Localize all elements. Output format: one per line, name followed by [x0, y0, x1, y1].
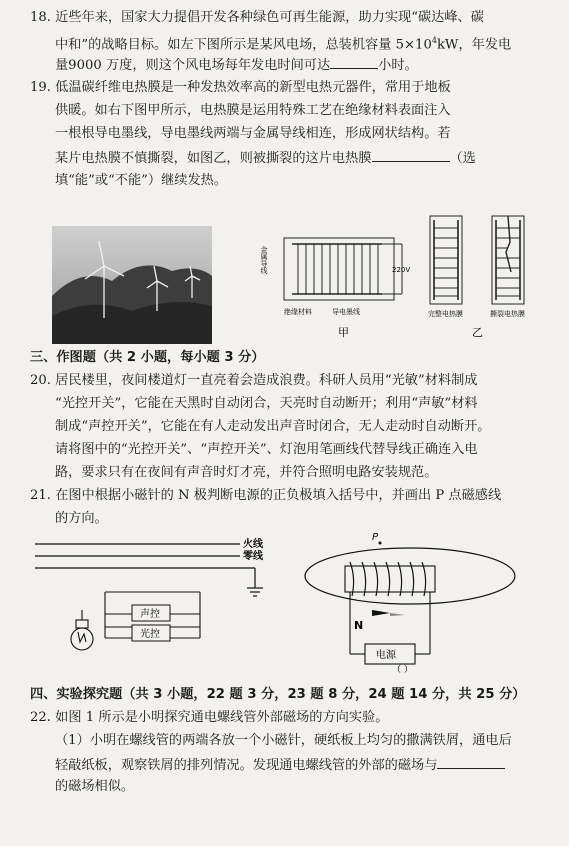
q22-line4: 的磁场相似。 — [55, 779, 135, 794]
lighting-circuit-figure — [30, 532, 280, 672]
film-torn — [492, 216, 524, 304]
label-n-pole: N — [354, 619, 364, 632]
heating-film-figure — [262, 212, 552, 344]
q21-line2: 的方向。 — [55, 511, 108, 526]
film-intact — [430, 216, 462, 304]
light-bulb-icon[interactable] — [71, 610, 93, 650]
q20-line5: 路，要求只有在夜间有声音时灯才亮，并符合照明电路安装规范。 — [55, 465, 438, 480]
label-film-torn: 撕裂电热膜 — [490, 310, 525, 318]
label-live: 火线 — [243, 539, 263, 550]
section3-title: 三、作图题（共 2 小题，每小题 3 分） — [30, 350, 265, 365]
q18-line3-text: 量9000 万度，则这个风电场每年发电时间可达 — [55, 58, 331, 73]
q19-line1: 19. 低温碳纤维电热膜是一种发热效率高的新型电热元器件，常用于地板 — [30, 80, 451, 95]
q19-line4 — [55, 149, 476, 167]
q22-line3-text: 轻敲纸板，观察铁屑的排列情况。发现通电螺线管的外部的磁场与 — [55, 758, 438, 773]
compass-needle-icon — [372, 610, 405, 616]
light-switch-label: 光控 — [140, 629, 160, 640]
label-yi: 乙 — [472, 326, 483, 339]
q18-line2 — [55, 33, 511, 53]
wind-farm-photo — [52, 226, 212, 344]
q18-line2-unit: kW，年发电 — [436, 37, 512, 53]
label-ink-line: 导电墨线 — [332, 308, 360, 316]
q18-line2-text: 中和”的战略目标。如左下图所示是某风电场，总装机容量 5×10 — [55, 37, 432, 53]
section4-title: 四、实验探究题（共 3 小题，22 题 3 分，23 题 8 分，24 题 14 分，共 25 分） — [30, 687, 526, 702]
q18-line3 — [55, 56, 418, 74]
q22-answer-blank[interactable] — [437, 756, 505, 769]
label-voltage: 220V — [392, 266, 411, 274]
label-neutral: 零线 — [243, 551, 263, 562]
q19-line4-end: （选 — [449, 151, 476, 166]
label-point-p: P — [372, 532, 379, 543]
q22-line1: 22. 如图 1 所示是小明探究通电螺线管外部磁场的方向实验。 — [30, 710, 389, 725]
q20-line1: 20. 居民楼里，夜间楼道灯一直亮着会造成浪费。科研人员用“光敏”材料制成 — [30, 373, 478, 388]
q19-line2: 供暖。如右下图甲所示，电热膜是运用特殊工艺在绝缘材料表面注入 — [55, 103, 451, 118]
q22-line2: （1）小明在螺线管的两端各放一个小磁针，硬纸板上均匀的撒满铁屑，通电后 — [55, 733, 512, 748]
q18-exponent: 4 — [431, 36, 437, 45]
sound-switch-label: 声控 — [140, 609, 160, 620]
label-insulation: 绝缘材料 — [284, 308, 312, 316]
q19-line4-text: 某片电热膜不慎撕裂，如图乙，则被撕裂的这片电热膜 — [55, 151, 372, 166]
label-power: 电源 — [376, 650, 396, 661]
label-metal-wire: 金属导线 — [260, 246, 268, 274]
q20-line4: 请将图中的“光控开关”、“声控开关”、灯泡用笔画线代替导线正确连入电 — [55, 442, 478, 457]
q20-line2: “光控开关”，它能在天黑时自动闭合，天亮时自动断开；利用“声敏”材料 — [55, 396, 478, 411]
q19-answer-blank[interactable] — [372, 149, 450, 162]
q18-line1: 18. 近些年来，国家大力提倡开发各种绿色可再生能源，助力实现“碳达峰、碳 — [30, 10, 484, 25]
label-jia: 甲 — [338, 326, 349, 339]
ground-symbol — [247, 568, 263, 596]
q18-line3-end: 小时。 — [378, 58, 418, 73]
label-film-intact: 完整电热膜 — [428, 310, 463, 318]
q19-line5: 填“能”或“不能”）继续发热。 — [55, 173, 228, 188]
q22-line3 — [55, 756, 505, 774]
q18-answer-blank[interactable] — [330, 56, 378, 69]
q20-line3: 制成“声控开关”，它能在有人走动发出声音时闭合，无人走动时自动断开。 — [55, 419, 491, 434]
point-p-dot — [379, 542, 382, 545]
q21-line1: 21. 在图中根据小磁针的 N 极判断电源的正负极填入括号中，并画出 P 点磁感线 — [30, 488, 502, 503]
q19-line3: 一根根导电墨线，导电墨线两端与金属导线相连，形成网状结构。若 — [55, 126, 451, 141]
polarity-bracket[interactable]: （ ） — [392, 665, 413, 675]
solenoid-figure — [300, 526, 550, 676]
